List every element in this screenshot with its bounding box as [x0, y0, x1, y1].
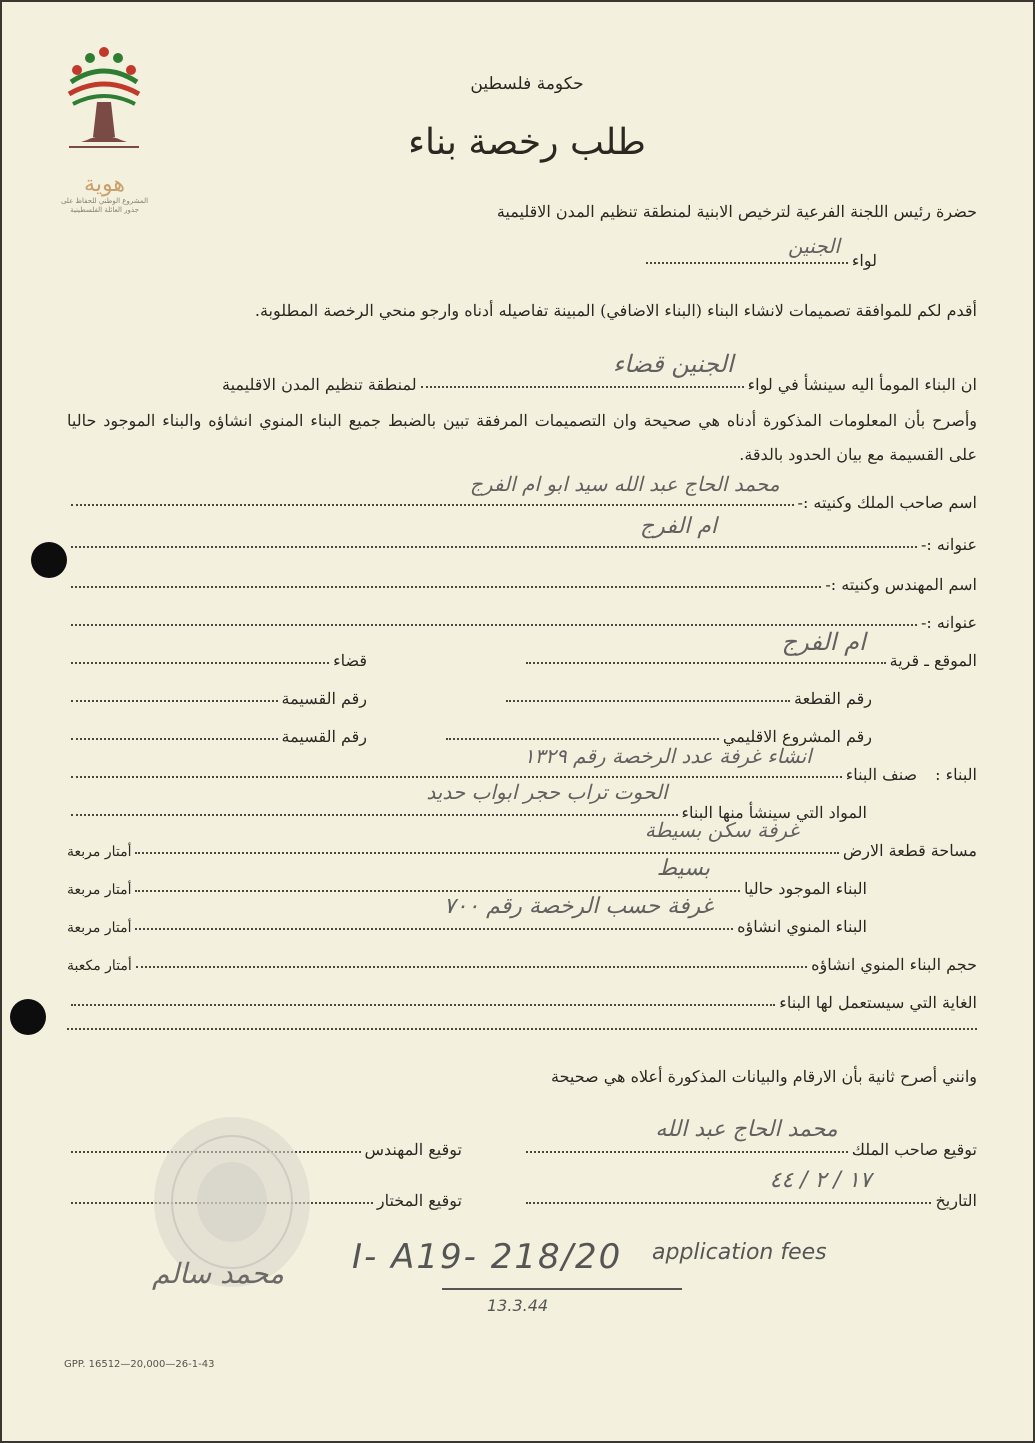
date-value[interactable]: ١٧ / ٢ / ٤٤ [769, 1168, 872, 1193]
location-statement-hand: الجنين قضاء [612, 350, 734, 378]
subdistrict-row [67, 638, 367, 670]
proposed-building-unit: أمتار مربعة [67, 920, 132, 936]
engineer-label: اسم المهندس وكنيته :- [825, 575, 977, 594]
purpose-label: الغاية التي سيستعمل لها البناء [779, 993, 977, 1012]
plot-label: رقم القطعة [794, 689, 872, 708]
volume-field[interactable] [136, 966, 807, 968]
intro-paragraph: أقدم لكم للموافقة تصميمات لانشاء البناء (البناء الاضافي) المبينة تفاصيله أدناه وارجو منحي الرخصة المطلوبة. [254, 301, 977, 320]
building-type-label: صنف البناء [845, 765, 918, 784]
family-tree-icon [57, 42, 152, 172]
punch-hole-top [31, 542, 67, 578]
engineer-address-label: عنوانه :- [921, 613, 977, 632]
volume-unit: أمتار مكعبة [67, 958, 132, 974]
purpose-extra-line[interactable] [67, 1028, 977, 1030]
plot-field[interactable] [506, 700, 790, 702]
location-statement-row [222, 350, 977, 394]
materials-label: المواد التي سينشأ منها البناء [681, 803, 867, 822]
punch-hole-bottom [10, 999, 46, 1035]
parcel-row [67, 676, 367, 708]
declaration-paragraph: وأصرح بأن المعلومات المذكورة أدناه هي صحيحة وان التصميمات المرفقة تبين بالضبط جميع البناء المنوي انشاؤه والبناء الموجود حاليا على القسيمة مع بيان الحدود بالدقة. [67, 411, 977, 464]
page-title: طلب رخصة بناء [408, 122, 646, 163]
engineer-field[interactable] [71, 586, 821, 588]
engineer-address-field[interactable] [71, 624, 917, 626]
logo [57, 42, 152, 222]
owner-value[interactable]: محمد الحاج عبد الله سيد ابو ام الفرج [469, 472, 780, 496]
parcel-field-2[interactable] [71, 738, 278, 740]
proposed-building-row [67, 894, 867, 936]
reference-date: 13.3.44 [487, 1296, 549, 1315]
print-code: GPP. 16512—20,000—26-1-43 [64, 1359, 215, 1370]
date-label: التاريخ [935, 1191, 977, 1210]
regional-project-field[interactable] [446, 738, 719, 740]
existing-building-label: البناء الموجود حاليا [743, 879, 867, 898]
owner-address-row [67, 514, 977, 554]
final-declaration: وانني أصرح ثانية بأن الارقام والبيانات المذكورة أعلاه هي صحيحة [550, 1067, 977, 1086]
bottom-signature: محمد سالم [152, 1257, 285, 1290]
land-area-value[interactable]: غرفة سكن بسيطة [644, 818, 799, 842]
building-label: البناء : [935, 765, 977, 784]
plot-row [502, 676, 872, 708]
reference-note: application fees [652, 1240, 827, 1265]
government-heading: حكومة فلسطين [470, 74, 584, 94]
owner-signature-row [522, 1117, 977, 1159]
materials-value[interactable]: الحوت تراب حجر ابواب حديد [426, 780, 668, 804]
reference-underline [442, 1288, 682, 1290]
owner-address-label: عنوانه :- [921, 535, 977, 554]
land-area-label: مساحة قطعة الارض [842, 841, 977, 860]
land-area-unit: أمتار مربعة [67, 844, 132, 860]
parcel-row-2 [67, 714, 367, 746]
regional-project-row [442, 714, 872, 746]
engineer-row [67, 562, 977, 594]
parcel-label: رقم القسيمة [281, 689, 367, 708]
owner-label: اسم صاحب الملك وكنيته :- [797, 493, 977, 512]
date-row [522, 1168, 977, 1210]
mukhtar-signature-label: توقيع المختار [376, 1191, 462, 1210]
existing-building-unit: أمتار مربعة [67, 882, 132, 898]
volume-row [67, 942, 977, 974]
purpose-field[interactable] [71, 1004, 775, 1006]
subdistrict-label: قضاء [333, 651, 367, 670]
owner-address-value[interactable]: ام الفرج [639, 514, 717, 539]
district-label: لواء [851, 251, 877, 270]
village-row [522, 628, 977, 670]
owner-row [67, 472, 977, 512]
engineer-signature-label: توقيع المهندس [364, 1140, 462, 1159]
volume-label: حجم البناء المنوي انشاؤه [811, 955, 977, 974]
existing-building-value[interactable]: بسيط [656, 856, 710, 881]
land-area-row [67, 818, 977, 860]
district-value: الجنين [788, 234, 840, 258]
village-label: الموقع ـ قرية [889, 651, 977, 670]
proposed-building-value[interactable]: غرفة حسب الرخصة رقم ٧٠٠ [443, 894, 714, 919]
parcel-label-2: رقم القسيمة [281, 727, 367, 746]
addressee-line: حضرة رئيس اللجنة الفرعية لترخيص الابنية لمنطقة تنظيم المدن الاقليمية [496, 202, 977, 221]
district-row [642, 234, 877, 270]
purpose-row [67, 980, 977, 1012]
owner-signature-label: توقيع صاحب الملك [851, 1140, 977, 1159]
proposed-building-label: البناء المنوي انشاؤه [737, 917, 867, 936]
owner-signature[interactable]: محمد الحاج عبد الله [655, 1117, 838, 1142]
building-type-value[interactable]: انشاء غرفة عدد الرخصة رقم ١٣٢٩ [523, 744, 812, 768]
logo-name: هوية [84, 172, 125, 197]
location-statement-start: ان البناء المومأ اليه سينشأ في لواء [747, 375, 977, 394]
location-statement-end: لمنطقة تنظيم المدن الاقليمية [222, 375, 417, 394]
subdistrict-field[interactable] [71, 662, 329, 664]
regional-project-label: رقم المشروع الاقليمي [722, 727, 872, 746]
reference-number: I- A19- 218/20 [352, 1237, 623, 1277]
village-value[interactable]: ام الفرج [781, 628, 866, 656]
logo-tagline: المشروع الوطني للحفاظ على جذور العائلة الفلسطينية [60, 197, 149, 214]
parcel-field[interactable] [71, 700, 278, 702]
